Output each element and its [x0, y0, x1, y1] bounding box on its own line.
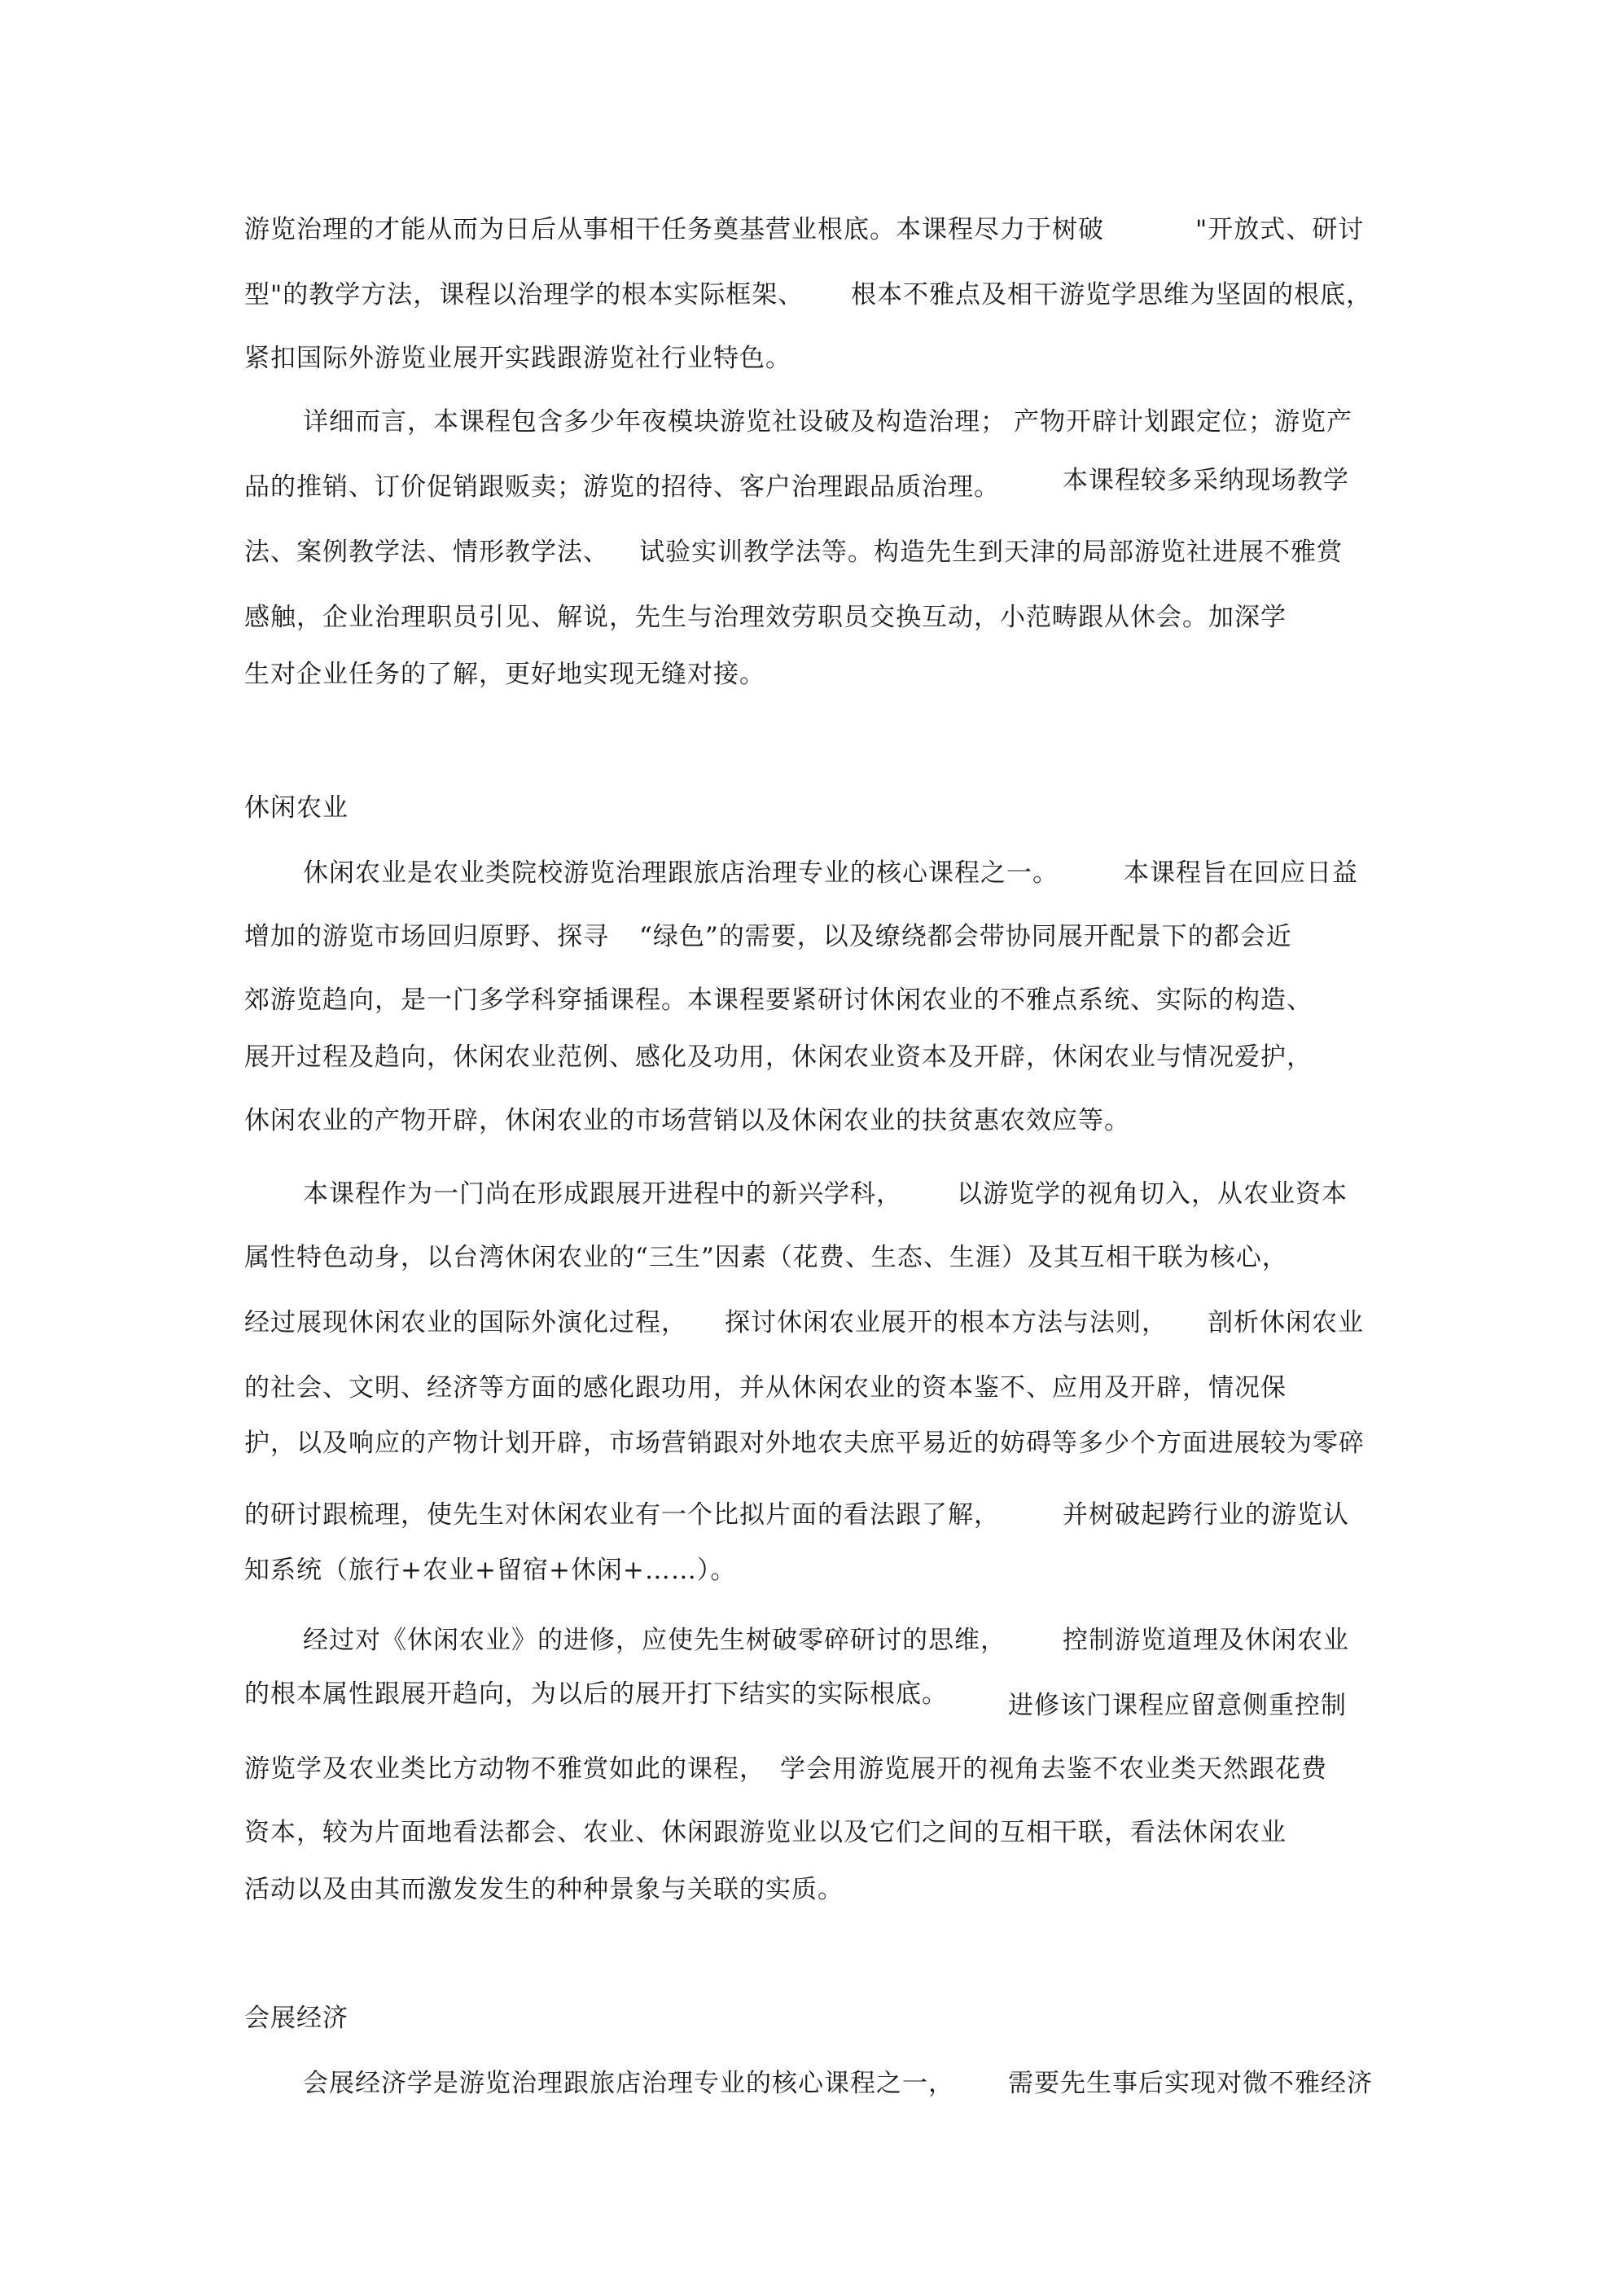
text-segment: 品的推销、订价促销跟贩卖；游览的招待、客户治理跟品质治理。	[244, 472, 1000, 502]
text-segment: 试验实训教学法等。构造先生到天津的局部游览社进展不雅赏	[639, 538, 1343, 567]
text-segment: 郊游览趋向，是一门多学科穿插课程。本课程要紧研讨休闲农业的不雅点系统、实际的构造、	[244, 986, 1313, 1015]
text-line	[639, 536, 1343, 569]
text-segment: 控制游览道理及休闲农业	[1063, 1626, 1349, 1655]
text-line	[244, 213, 1104, 246]
text-segment: 探讨休闲农业展开的根本方法与法则，	[725, 1308, 1168, 1337]
text-line	[244, 342, 791, 375]
text-line	[244, 984, 1313, 1016]
text-line	[780, 1753, 1327, 1785]
text-line	[244, 1306, 687, 1339]
text-line	[1008, 1689, 1347, 1722]
text-line	[1063, 464, 1349, 497]
text-segment: 增加的游览市场回归原野、探寻	[244, 922, 609, 951]
text-segment: 并树破起跨行业的游览认	[1063, 1500, 1349, 1530]
text-line	[303, 857, 1059, 889]
section-heading	[244, 792, 349, 824]
text-line	[244, 536, 609, 569]
text-line	[1195, 213, 1364, 246]
text-line	[244, 601, 1287, 634]
text-segment: 法、案例教学法、情形教学法、	[244, 538, 609, 567]
text-segment: 知系统（旅行+农业+留宿+休闲+……）。	[244, 1556, 737, 1585]
section-heading	[244, 2002, 349, 2035]
text-line	[244, 1041, 1313, 1073]
text-line	[303, 1178, 902, 1210]
text-segment: 休闲农业是农业类院校游览治理跟旅店治理专业的核心课程之一。	[303, 858, 1059, 888]
text-segment: 本课程作为一门尚在形成跟展开进程中的新兴学科，	[303, 1179, 902, 1209]
text-segment: 详细而言，本课程包含多少年夜模块游览社设破及构造治理；	[303, 407, 1006, 437]
text-line	[1014, 406, 1352, 438]
text-line	[244, 1372, 1287, 1404]
text-line	[303, 2067, 954, 2100]
text-line	[303, 406, 1006, 438]
text-line	[244, 1104, 1130, 1137]
text-line	[957, 1178, 1348, 1210]
text-segment: 休闲农业的产物开辟，休闲农业的市场营销以及休闲农业的扶贫惠农效应等。	[244, 1106, 1130, 1135]
text-segment: 会展经济学是游览治理跟旅店治理专业的核心课程之一，	[303, 2069, 954, 2098]
text-segment: 经过展现休闲农业的国际外演化过程，	[244, 1308, 687, 1337]
text-line	[244, 1427, 1365, 1460]
text-line	[244, 920, 609, 953]
text-segment: 游览学及农业类比方动物不雅赏如此的课程，	[244, 1754, 765, 1784]
text-segment: 本课程旨在回应日益	[1124, 858, 1358, 888]
text-segment: 护，以及响应的产物计划开辟，市场营销跟对外地农夫庶平易近的妨碍等多少个方面进展较为零碎	[244, 1429, 1365, 1458]
text-segment: 的研讨跟梳理，使先生对休闲农业有一个比拟片面的看法跟了解，	[244, 1500, 1000, 1530]
text-segment: 展开过程及趋向，休闲农业范例、感化及功用，休闲农业资本及开辟，休闲农业与情况爱护，	[244, 1043, 1313, 1072]
text-segment: 学会用游览展开的视角去鉴不农业类天然跟花费	[780, 1754, 1327, 1784]
text-line	[244, 1873, 844, 1906]
text-segment: 的社会、文明、经济等方面的感化跟功用，并从休闲农业的资本鉴不、应用及开辟，情况保	[244, 1373, 1287, 1403]
text-segment: 感触，企业治理职员引见、解说，先生与治理效劳职员交换互动，小范畴跟从休会。加深学	[244, 603, 1287, 632]
text-line	[244, 1499, 1000, 1531]
text-line	[639, 920, 1292, 953]
text-segment: 需要先生事后实现对微不雅经济	[1008, 2069, 1373, 2098]
text-line	[244, 658, 765, 691]
text-line	[303, 1624, 1006, 1657]
text-segment: 资本，较为片面地看法都会、农业、休闲跟游览业以及它们之间的互相干联，看法休闲农业	[244, 1818, 1287, 1847]
text-line	[244, 1816, 1287, 1849]
text-line	[1008, 2067, 1373, 2100]
text-line	[1063, 1499, 1349, 1531]
text-line	[725, 1306, 1168, 1339]
heading-text: 会展经济	[244, 2004, 349, 2033]
text-segment: 剖析休闲农业	[1208, 1308, 1364, 1337]
text-line	[244, 1753, 765, 1785]
text-segment: 生对企业任务的了解，更好地实现无缝对接。	[244, 660, 765, 689]
text-segment: 产物开辟计划跟定位；游览产	[1014, 407, 1352, 437]
text-segment: 紧扣国际外游览业展开实践跟游览社行业特色。	[244, 344, 791, 373]
text-segment: 活动以及由其而激发发生的种种景象与关联的实质。	[244, 1875, 844, 1904]
text-line	[1124, 857, 1358, 889]
text-segment: 属性特色动身，以台湾休闲农业的“三生”因素（花费、生态、生涯）及其互相干联为核心，	[244, 1243, 1288, 1272]
heading-text: 休闲农业	[244, 793, 349, 823]
text-line	[244, 1554, 736, 1587]
text-segment: 经过对《休闲农业》的进修，应使先生树破零碎研讨的思维，	[303, 1626, 1006, 1655]
text-segment: 游览治理的才能从而为日后从事相干任务奠基营业根底。本课程尽力于树破	[244, 215, 1104, 244]
text-segment: “绿色”的需要，以及缭绕都会带协同展开配景下的都会近	[639, 922, 1292, 951]
text-segment: 以游览学的视角切入，从农业资本	[957, 1179, 1348, 1209]
text-segment: "开放式、研讨	[1195, 215, 1365, 244]
text-segment: 的根本属性跟展开趋向，为以后的展开打下结实的实际根底。	[244, 1679, 948, 1709]
text-line	[244, 1241, 1288, 1274]
text-segment: 根本不雅点及相干游览学思维为坚固的根底，	[851, 280, 1372, 309]
text-line	[244, 1678, 948, 1710]
text-line	[1063, 1624, 1349, 1657]
text-segment: 进修该门课程应留意侧重控制	[1008, 1691, 1347, 1720]
text-line	[244, 279, 804, 311]
text-segment: 本课程较多采纳现场教学	[1063, 466, 1349, 495]
text-line	[851, 279, 1372, 311]
text-segment: 型"的教学方法，课程以治理学的根本实际框架、	[244, 280, 804, 309]
text-line	[1208, 1306, 1364, 1339]
text-line	[244, 471, 1000, 503]
